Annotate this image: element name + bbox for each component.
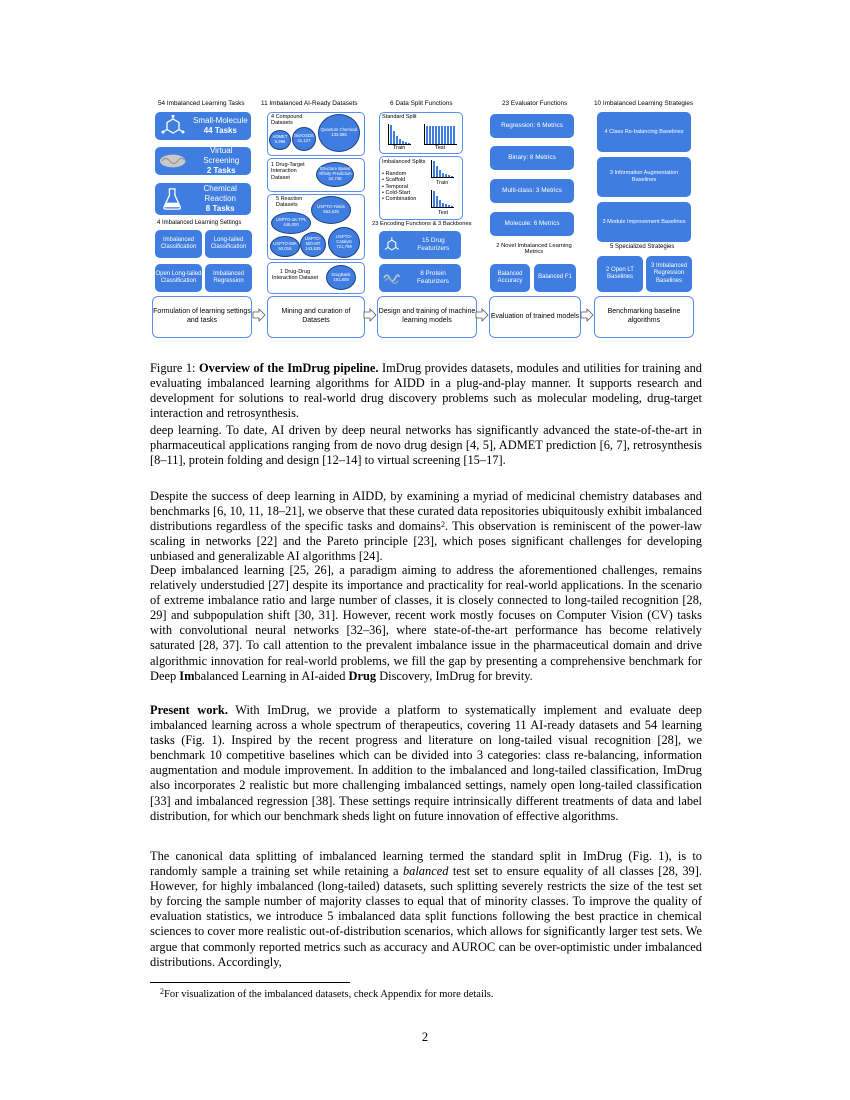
imbalanced-train-histogram	[431, 160, 454, 178]
strategy-open-lt: 2 Open LT Baselines	[597, 256, 643, 292]
paragraph-lead: Present work.	[150, 703, 228, 717]
evaluator-regression: Regression: 6 Metrics	[490, 114, 574, 138]
split-item: • Random	[382, 171, 407, 177]
protein-icon	[158, 152, 187, 170]
settings-header: 4 Imbalanced Learning Settings	[157, 220, 242, 226]
task-virtual-screening	[155, 147, 251, 175]
task-chemical-reaction	[155, 183, 251, 215]
split-item: • Cold-Start	[382, 189, 411, 196]
dataset-uspto-500-mt: USPTO-500-MT 143,535	[300, 232, 326, 257]
dataset-uspto-catalyst: USPTO-Catalyst 721,799	[328, 227, 360, 258]
dataset-admet: ADMET 5,986	[269, 130, 291, 150]
col-header-datasets: 11 Imbalanced AI-Ready Datasets	[261, 100, 358, 107]
compound-label: 4 Compound Datasets	[271, 114, 303, 127]
reaction-label: 5 Reaction Datasets	[276, 196, 303, 209]
pipeline-step-formulation: Formulation of learning settings and tasks	[152, 296, 252, 338]
strategy-imbalanced-regression: 3 Imbalanced Regression Baselines	[646, 256, 692, 292]
evaluator-binary: Binary: 8 Metrics	[490, 146, 574, 170]
footnote-rule	[150, 982, 350, 983]
task-title: Chemical Reaction	[203, 184, 237, 203]
paragraph-3: Deep imbalanced learning [25, 26], a paradigm aiming to address the aforementioned challenges, remains relatively understudied [27] despite its importance and practicality for real-world applications. In the scenario of extreme imbalance ratio and large number of classes, it is closely connected to long-tailed recognition [28, 29] and subpopulation shift [30, 31]. However, recent work mostly focuses on Computer Vision (CV) tasks with convolutional neural networks [32–36], where state-of-the-art performance has become relatively saturated [28, 37]. To call attention to the prevalent imbalance issue in the pharmaceutical domain and drive algorithmic innovation for real-world problems, we fill the gap by presenting a comprehensive benchmark for Deep Imbalanced Learning in AI-aided Drug Discovery, ImDrug for brevity.	[150, 563, 702, 683]
dataset-quantum-chemical: Quantum Chemical 133,885	[318, 114, 360, 152]
arrow-right-icon	[475, 308, 489, 322]
task-count: 8 Tasks	[205, 204, 235, 213]
arrow-right-icon	[252, 308, 266, 322]
protein-featurizers	[379, 264, 461, 292]
standard-split-label: Standard Split	[382, 114, 417, 120]
imbalanced-splits-list	[382, 171, 416, 203]
drug-featurizers-label: 15 Drug Featurizers	[417, 237, 450, 252]
arrow-right-icon	[580, 308, 594, 322]
dataset-uspto-50k: USPTO-50K 50,016	[270, 236, 300, 257]
setting-imbalanced-regression: Imbalanced Regression	[205, 264, 252, 292]
molecule-icon	[161, 115, 185, 137]
metric-balanced-f1: Balanced F1	[534, 264, 576, 292]
split-item: • Scaffold	[382, 177, 406, 184]
encoding-header: 23 Encoding Functions & 3 Backbones	[372, 221, 472, 227]
flask-icon	[163, 187, 181, 211]
strategy-class-rebalancing: 4 Class Re-balancing Baselines	[597, 112, 691, 152]
page-number: 2	[421, 1030, 429, 1044]
setting-long-tailed-classification: Long-tailed Classification	[205, 230, 252, 258]
train-label: Train	[393, 145, 406, 151]
col-header-evaluators: 23 Evaluator Functions	[502, 100, 568, 107]
footnote-ref: 2	[440, 520, 445, 530]
metric-balanced-accuracy: Balanced Accuracy	[490, 264, 530, 292]
caption-label: Figure 1:	[150, 361, 196, 375]
col-header-tasks: 54 Imbalanced Learning Tasks	[158, 100, 245, 107]
drug-featurizers	[379, 231, 461, 259]
ddi-label: 1 Drug-Drug Interaction Dataset	[271, 269, 319, 282]
protein-featurizers-label: 8 Protein Featurizers	[417, 270, 449, 285]
figure-1	[150, 94, 702, 352]
molecule-icon	[384, 237, 400, 253]
test-histogram	[424, 124, 457, 145]
task-count: 2 Tasks	[206, 166, 236, 175]
paragraph-1: deep learning. To date, AI driven by deep neural networks has significantly advanced the state-of-the-art in pharmaceutical applications ranging from de novo drug design [4, 5], ADMET prediction [6, 7], retrosynthesis [8–11], protein folding and design [12–14] to virtual screening [15–17].	[150, 423, 702, 468]
dataset-structure-affinity: Structure Based Affinity Prediction 32,748	[316, 162, 354, 187]
col-header-splits: 6 Data Split Functions	[390, 100, 453, 107]
imbalanced-train-label: Train	[436, 180, 449, 186]
paragraph-5: The canonical data splitting of imbalanced learning termed the standard split in ImDrug (Fig. 1), is to randomly sample a training set while retaining a balanced test set to ensure equality of all classes [28, 39]. However, for highly imbalanced (long-tailed) datasets, such splitting severely restricts the size of the test set by forcing the sample number of majority classes to equal that of minority classes. To improve the quality of evaluation statistics, we introduce 5 imbalanced data split functions following the best practice in chemical sciences to cover more realistic out-of-distribution scenarios, which allows for significantly larger test sets. We argue that commonly reported metrics such as accuracy and AUROC can be over-optimistic under imbalanced distributions. Accordingly,	[150, 849, 702, 969]
specialized-header: 5 Specialized Strategies	[610, 244, 675, 250]
strategy-information-augmentation: 3 Information Augmentation Baselines	[597, 157, 691, 197]
figure-caption	[150, 361, 702, 421]
task-title: Virtual Screening	[203, 146, 240, 165]
novel-metrics-header: 2 Novel Imbalanced Learning Metrics	[496, 243, 572, 255]
evaluator-multiclass: Multi-class: 3 Metrics	[490, 179, 574, 203]
split-item: • Combination	[382, 196, 417, 203]
imbalanced-splits-label: Imbalanced Splits	[382, 159, 426, 165]
imbalanced-test-label: Test	[438, 210, 449, 216]
paragraph-2: Despite the success of deep learning in AIDD, by examining a myriad of medicinal chemistry databases and benchmarks [6, 10, 11, 18–21], we observe that these curated data repositories ubiquitously exhibit imbalanced distributions regardless of the specific tasks and domains$^2$. This observation is reminiscent of the power-law scaling in networks [22] and the Pareto principle [23], which poses significant challenges for developing unbiased and generalizable AI algorithms [24].	[150, 489, 702, 564]
dataset-uspto-yields: USPTO-Yields 853,638	[311, 196, 351, 224]
dataset-biosds: BioIOSDS 41,127	[292, 127, 316, 151]
pipeline-step-design: Design and training of machine learning models	[377, 296, 477, 338]
task-count: 44 Tasks	[203, 126, 237, 135]
dataset-uspto-1k-tpl: USPTO-1K-TPL 445,000	[271, 212, 311, 234]
pipeline-step-evaluation: Evaluation of trained models	[489, 296, 581, 338]
split-item: • Temporal	[382, 183, 408, 190]
imbalanced-test-histogram	[431, 190, 454, 208]
test-label: Test	[435, 145, 446, 151]
pipeline-step-benchmarking: Benchmarking baseline algorithms	[594, 296, 694, 338]
paragraph-present-work: Present work. With ImDrug, we provide a platform to systematically implement and evaluate deep imbalanced learning across a whole spectrum of therapeutics, covering 11 AI-ready datasets and 54 learning tasks (Fig. 1). Inspired by the recent progress and literature on long-tailed visual recognition [28], we benchmark 10 competitive baselines which can be divided into 3 categories: class re-balancing, information augmentation and module improvement. In addition to the imbalanced and long-tailed classification, ImDrug also incorporates 2 realistic but more challenging imbalanced settings, namely open long-tailed classification [33] and imbalanced regression [38]. These settings require intrinsically different treatments of data and label distribution, for which our benchmark sheds light on future innovation of effective algorithms.	[150, 703, 702, 823]
col-header-strategies: 10 Imbalanced Learning Strategies	[594, 100, 694, 107]
dti-label: 1 Drug-Target Interaction Dataset	[271, 162, 305, 181]
footnote: $^2$For visualization of the imbalanced datasets, check Appendix for more details.	[160, 987, 494, 1000]
setting-imbalanced-classification: Imbalanced Classification	[155, 230, 202, 258]
caption-text: ImDrug provides datasets, modules and utilities for training and evaluating imbalanced learning algorithms for AIDD in a plug-and-play manner. It supports research and development for solutions to real-world drug discovery problems such as molecular modeling, drug-target interaction and retrosynthesis.	[150, 361, 703, 421]
arrow-right-icon	[363, 308, 377, 322]
evaluator-molecule: Molecule: 6 Metrics	[490, 212, 574, 236]
protein-icon	[383, 271, 400, 285]
task-small-molecule	[155, 112, 251, 140]
strategy-module-improvement: 3 Module Improvement Baselines	[597, 202, 691, 242]
task-title: Small-Molecule	[193, 116, 248, 125]
caption-title: Overview of the ImDrug pipeline.	[198, 361, 379, 375]
train-histogram	[388, 124, 411, 145]
dataset-drugbank: DrugBank 191,808	[326, 265, 356, 290]
pipeline-step-mining: Mining and curation of Datasets	[267, 296, 365, 338]
setting-open-long-tailed: Open Long-tailed Classification	[155, 264, 202, 292]
